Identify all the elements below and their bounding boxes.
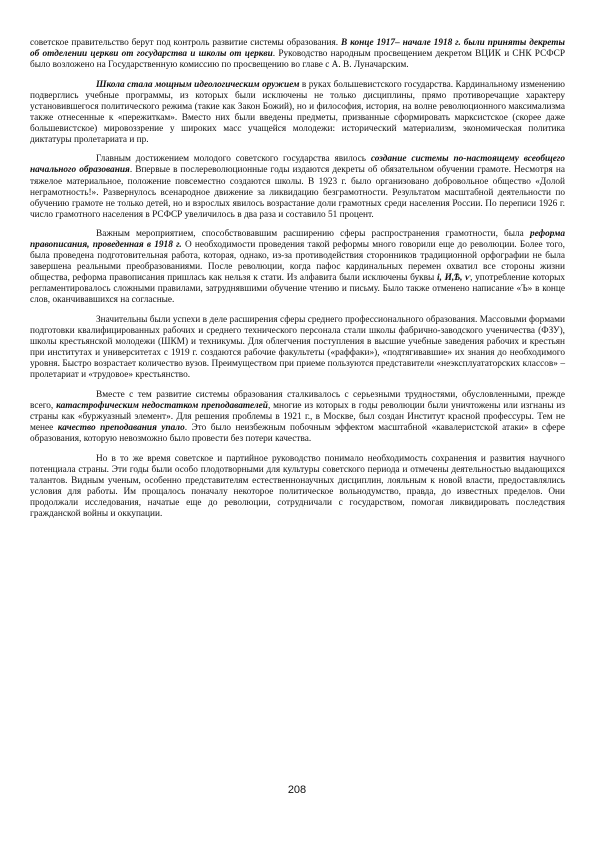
text-span: советское правительство берут под контроль развитие системы образования. xyxy=(30,38,341,48)
emphasis-span: качество преподавания упало xyxy=(57,422,185,433)
paragraph-5 xyxy=(30,315,565,381)
emphasis-span: Школа стала мощным идеологическим оружием xyxy=(96,79,300,90)
paragraph-2 xyxy=(30,80,565,146)
emphasis-span: реформа правописания, проведенная в 1918 г. xyxy=(30,229,565,251)
text-span: Значительны были успехи в деле расширения сферы среднего профессионального образования. Массовыми формами подготовки квалифицированных рабочих и среднего технического персонала стали школы фабрично-заводского ученичества (ФЗУ), школы крестьянской молодежи (ШКМ) и техникумы. Для облегчения поступления в высшие учебные заведения рабочих и крестьян при институтах и университетах с 1919 г. создаются рабочие факультеты («раффаки»), «подтягивавшие» их знания до необходимого уровня. Быстро возрастает количество вузов. Преимуществом при приеме пользуются представители «неэксплуататорских классов» – пролетариат и «трудовое» крестьянство. xyxy=(30,315,565,381)
text-span: . Это было неизбежным побочным эффектом масштабной «кавалеристской атаки» в сфере образования, которую невозможно было провести без потери качества. xyxy=(30,422,565,444)
emphasis-span: i, И,Ѣ, ѵ xyxy=(437,273,471,284)
page-number: 208 xyxy=(287,784,307,796)
paragraph-6 xyxy=(30,390,565,445)
page-body xyxy=(30,38,565,528)
paragraph-1 xyxy=(30,38,565,71)
text-span: в руках большевистского государства. Кардинальному изменению подверглись учебные программы, из которых были исключены не только дисциплины, прямо противоречащие характеру установившегося политического режима (такие как Закон Божий), но и философия, история, на волне революционного максимализма также отнесенные к «пережиткам». Вместо них были введены предметы, призванные сформировать марксистское (скорее даже большевистское) мировоззрение у широких масс учащейся молодежи: исторический материализм, экономическая политика диктатуры пролетариата и пр. xyxy=(30,79,565,145)
text-span: Главным достижением молодого советского государства явилось xyxy=(96,154,371,165)
emphasis-span: В конце 1917– начале 1918 г. были приняты декреты об отделении церкви от государства и школы от церкви xyxy=(30,38,565,60)
text-span: . Руководство народным просвещением декретом ВЦИК и СНК РСФСР было возложено на Государственную комиссию по просвещению во главе с А. В. Луначарским. xyxy=(30,49,565,71)
emphasis-span: создание системы по-настоящему всеобщего начального образования xyxy=(30,154,565,176)
paragraph-4 xyxy=(30,229,565,306)
paragraph-7 xyxy=(30,454,565,520)
text-span: , употребление которых регламентировалось сложными правилами, затруднявшими обучение чтению и письму. Было также отменено написание «Ъ» в конце слов, оканчивавшихся на согласные. xyxy=(30,273,565,306)
emphasis-span: катастрофическим недостатком преподавателей xyxy=(56,400,268,411)
text-span: Но в то же время советское и партийное руководство понимало необходимость сохранения и развития научного потенциала страны. Эти годы были особо плодотворными для культуры советского периода и отмечены деятельностью выдающихся талантов. Видным ученым, особенно представителям естественнонаучных дисциплин, лояльным к новой власти, предоставлялись условия для работы. Им прощалось поначалу некоторое политическое вольнодумство, правда, до известных пределов. Они продолжали исследования, начатые еще до революции, сотрудничали с государством, помогая ликвидировать последствия гражданской войны и оккупации. xyxy=(30,453,565,519)
text-span: , многие из которых в годы революции были уничтожены или изгнаны из страны как «буржуазный элемент». Для решения проблемы в 1921 г., в Москве, был создан Институт красной профессуры. Тем не менее xyxy=(30,400,565,433)
paragraph-3 xyxy=(30,154,565,220)
text-span: Важным мероприятием, способствовавшим расширению сферы распространения грамотности, была xyxy=(96,229,530,240)
text-span: О необходимости проведения такой реформы много говорили еще до революции. Более того, была проведена подготовительная работа, которая, однако, из-за противодействия сторонников традиционной орфографии не была завершена реальными преобразованиями. После революции, когда пафос кардинальных перемен охватил все стороны жизни общества, реформа правописания пришлась как нельзя к стати. Из алфавита были исключены буквы xyxy=(30,240,566,284)
text-span: . Впервые в послереволюционные годы издаются декреты об обязательном обучении грамоте. Несмотря на тяжелое материальное, положение повсеместно создаются школы. В 1923 г. было организовано добровольное общество «Долой неграмотность!». Развернулось всенародное движение за ликвидацию безграмотности. Результатом масштабной деятельности по обучению грамоте не только детей, но и взрослых явилось возрастание доли грамотных среди населения России. По переписи 1926 г. число грамотного населения в РСФСР увеличилось в два раза и составило 51 процент. xyxy=(30,165,565,220)
text-span: Вместе с тем развитие системы образования сталкивалось с серьезными трудностями, обусловленными, прежде всего, xyxy=(30,389,565,411)
